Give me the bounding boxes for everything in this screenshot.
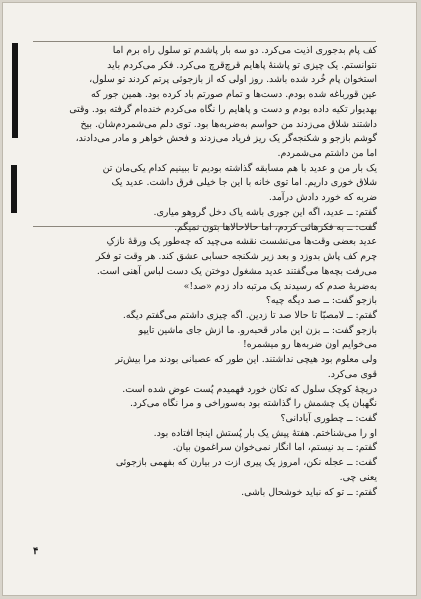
text-line: گفتم: ــ تو که نباید خوشحال باشی. — [241, 486, 377, 498]
text-line: یعنی چی. — [339, 471, 377, 483]
text-line: عدید بعضی وقت‌ها می‌نشست نقشه می‌چید که چه‌طور یک ورقهٔ نازکِ — [106, 236, 377, 248]
text-line: او را می‌شناختم. هفتهٔ پیش یک بار پُستش اینجا افتاده بود. — [153, 427, 377, 439]
text-line: دریچهٔ کوچک سلول که تکان خورد فهمیدم پُست عوض شده است. — [122, 383, 377, 395]
book-page — [3, 3, 416, 595]
body-text — [35, 44, 377, 500]
text-line: می‌خوایم اون ضربه‌ها رو میشمره! — [243, 339, 377, 351]
text-line: بهدیوار تکیه داده بودم و دست و پاهایم را نگاه می‌کردم خنده‌ام گرفته بود. وقتی — [69, 103, 377, 115]
margin-marker-bar-bottom — [11, 165, 17, 213]
text-line: داشتند شلاق می‌زدند من حواسم به‌ضربه‌ها بود. توی دلم می‌شمردم‌شان. بیخ — [80, 118, 377, 130]
text-line: گفت: ــ عجله نکن، امروز یک پیری ازت در بیارن که بفهمی بازجوئی — [115, 457, 377, 469]
text-line: ولی معلوم بود هیچی نداشتند. این طور که عصبانی بودند مرا بیش‌تر — [115, 354, 377, 366]
text-line: می‌رفت بچه‌ها می‌گفتند عدید مشغول دوختن یک دست لباس آهنی است. — [96, 265, 377, 277]
text-line: نگهبان یک چشمش را گذاشته بود به‌سوراخی و مرا نگاه می‌کرد. — [129, 398, 377, 410]
text-line: گفت: ــ به فکرهائی کردم، اما حالاحالاها بتون نمیگم. — [174, 221, 377, 233]
text-line: گفتم: ــ بد نیستم، اما انگار نمی‌خوان سراغمون بیان. — [172, 442, 377, 454]
text-line: کف پام بدجوری اذیت می‌کرد. دو سه بار پاشدم تو سلول راه برم اما — [112, 45, 377, 56]
text-line: بازجو گفت: ــ صد دیگه چیه؟ — [265, 295, 377, 307]
text-line: بازجو گفت: ــ بزن این مادر قحبه‌رو. ما ازش جای ماشین تایپو — [138, 324, 377, 336]
text-line: ضربه که خورد دادش درآمد. — [268, 192, 377, 204]
section-rule-top — [33, 41, 376, 42]
text-line: شلاق خوری داریم. اما توی خانه با این جا خیلی فرق داشت. عدید یک — [111, 177, 377, 189]
text-line: گفتم: ــ لامصبّا تا حالا صد تا زدین. اگه چیزی داشتم می‌گفتم دیگه. — [122, 309, 377, 321]
text-line: گوشم بازجو و شکنجه‌گر یک ریز فریاد می‌زدند و فحش خواهر و مادر می‌دادند، — [75, 133, 377, 145]
text-line: چرم کف پاش بدوزد و بعد زیر شکنجه حسابی عشق کند. هر وقت تو فکر — [95, 251, 377, 263]
text-line: اما من داشتم می‌شمردم. — [277, 148, 377, 160]
text-line: به‌ضربهٔ صدم که رسیدند یک مرتبه داد زدم «صد!» — [183, 280, 377, 292]
text-line: گفتم: ــ عدید، اگه این جوری باشه یاک دخل گروهو میاری. — [153, 206, 377, 218]
text-line: نتوانستم. یک چیزی تو پاشنهٔ پاهایم قرچ‌قرچ می‌کرد. فکر می‌کردم باید — [107, 59, 377, 71]
page-number: ۴ — [33, 546, 39, 557]
text-line: گفت: ــ چطوری آبادانی؟ — [280, 412, 377, 424]
text-line: استخوان پام خُرد شده باشد. روز اولی که از بازجوئی پرتم کردند تو سلول، — [89, 74, 377, 86]
text-line: یک بار من و عدید با هم مسابقه گذاشته بودیم تا ببینیم کدام یکی‌مان تن — [102, 162, 377, 174]
text-line: قوی می‌کرد. — [327, 368, 377, 380]
text-line: عین قورباغه شده بودم. دست‌ها و تمام صورتم باد کرده بود. همین جور که — [90, 89, 377, 101]
margin-marker-bar-top — [12, 43, 18, 138]
